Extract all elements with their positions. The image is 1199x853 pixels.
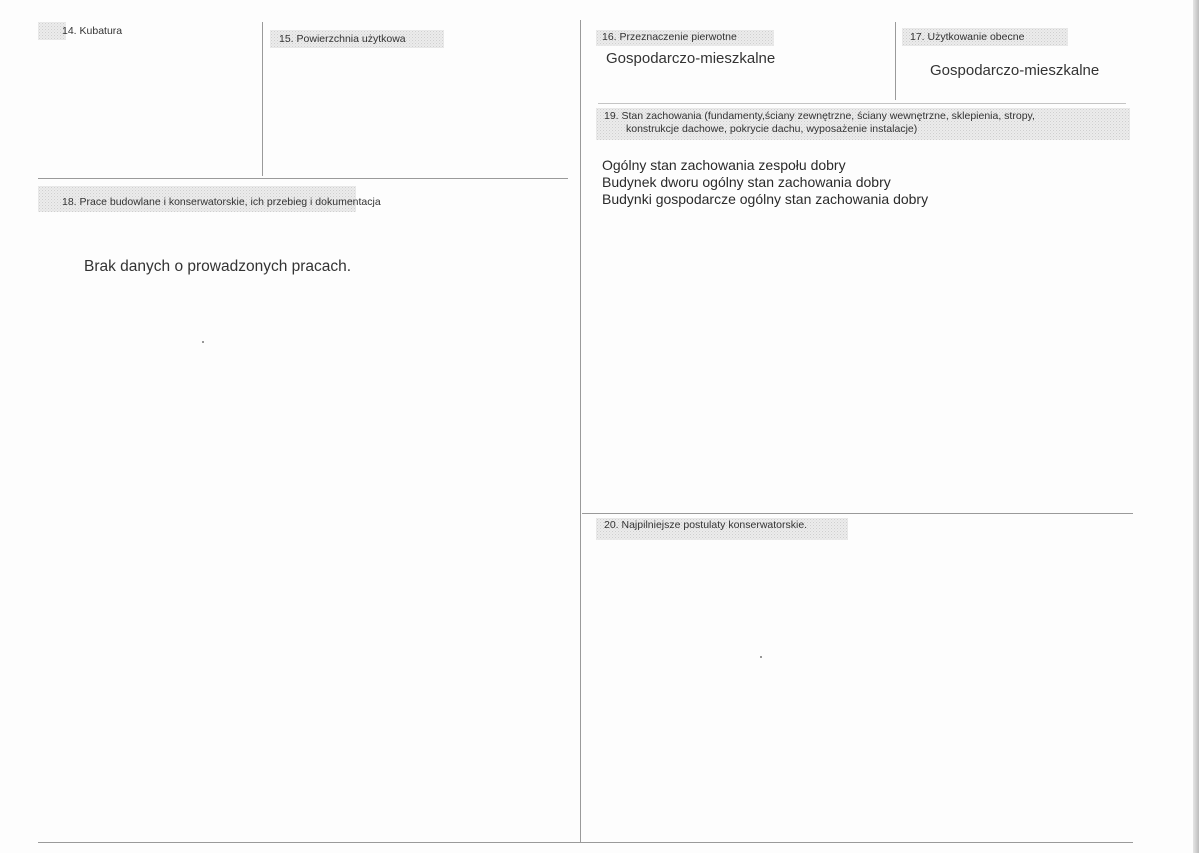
field-19-value bbox=[602, 157, 928, 208]
field-18-value: Brak danych o prowadzonych pracach. bbox=[84, 258, 352, 275]
condition-line: Ogólny stan zachowania zespołu dobry bbox=[602, 157, 846, 173]
divider-bottom bbox=[38, 842, 1133, 843]
field-19-label-line1: 19. Stan zachowania (fundamenty,ściany zewnętrzne, ściany wewnętrzne, sklepienia, stropy, bbox=[604, 110, 1035, 122]
field-18-label: 18. Prace budowlane i konserwatorskie, ich przebieg i dokumentacja bbox=[62, 196, 381, 208]
field-17-value: Gospodarczo-mieszkalne bbox=[930, 62, 1100, 79]
divider-left-right bbox=[580, 20, 581, 842]
field-17-label: 17. Użytkowanie obecne bbox=[910, 31, 1025, 43]
scan-speck bbox=[202, 341, 204, 343]
page-edge bbox=[1193, 0, 1199, 853]
field-14-label: 14. Kubatura bbox=[62, 25, 123, 37]
scan-speck bbox=[760, 656, 762, 658]
divider-top-20 bbox=[582, 513, 1133, 514]
field-15-label: 15. Powierzchnia użytkowa bbox=[279, 33, 406, 45]
divider-14-15 bbox=[262, 22, 263, 176]
condition-line: Budynki gospodarcze ogólny stan zachowania dobry bbox=[602, 191, 929, 207]
divider-top-19 bbox=[598, 103, 1126, 104]
divider-top-18 bbox=[38, 178, 568, 179]
field-16-label: 16. Przeznaczenie pierwotne bbox=[602, 31, 737, 43]
condition-line: Budynek dworu ogólny stan zachowania dobry bbox=[602, 174, 891, 190]
divider-16-17 bbox=[895, 22, 896, 100]
field-20-label: 20. Najpilniejsze postulaty konserwatorskie. bbox=[604, 519, 808, 531]
field-19-label-line2: konstrukcje dachowe, pokrycie dachu, wyposażenie instalacje) bbox=[626, 123, 918, 135]
field-16-value: Gospodarczo-mieszkalne bbox=[606, 50, 776, 67]
